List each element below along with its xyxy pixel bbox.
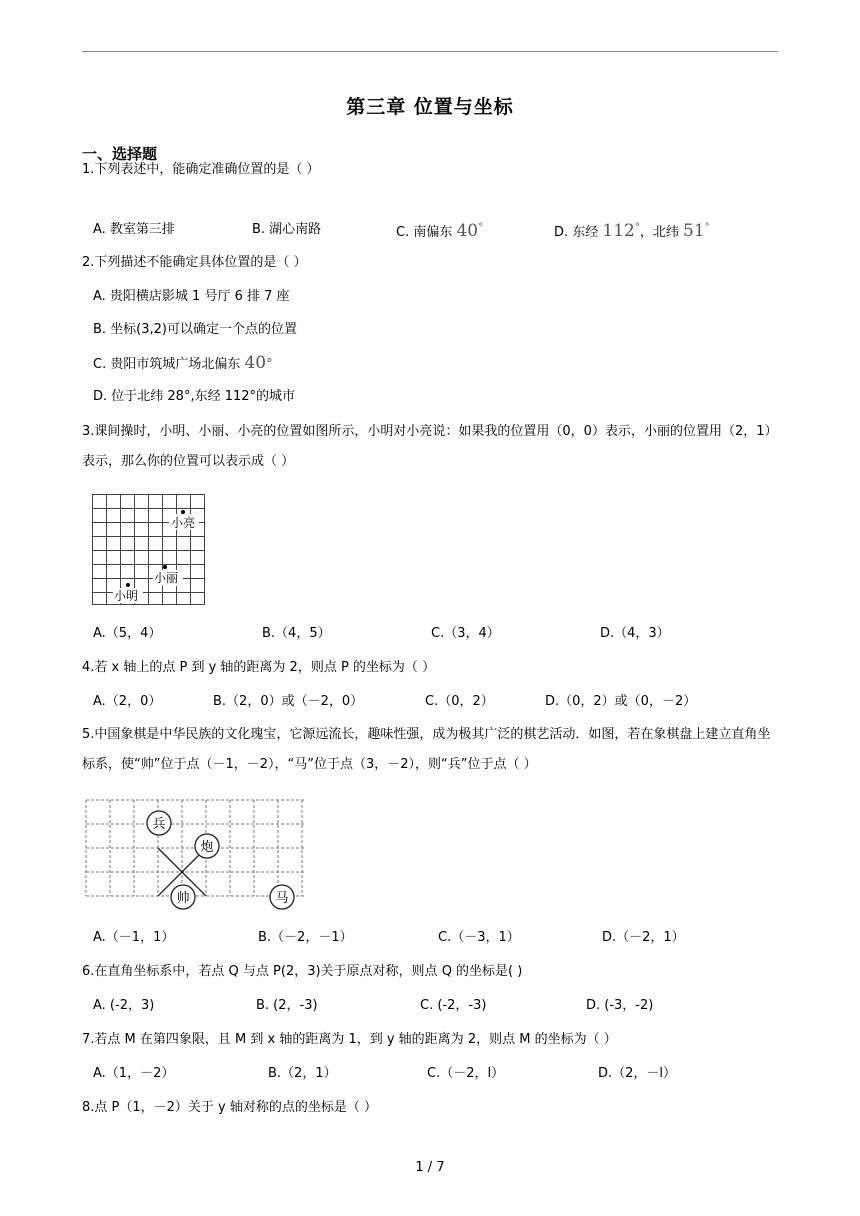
q2-option-c-text: C. 贵阳市筑城广场北偏东 — [93, 357, 241, 372]
q6-option-d: D. (-3，-2) — [586, 998, 654, 1013]
pao-label: 炮 — [200, 840, 214, 855]
q4-option-c: C.（0，2） — [425, 694, 494, 709]
q4-option-d: D.（0，2）或（0，－2） — [545, 694, 697, 709]
pao-piece — [195, 834, 219, 858]
q2-option-b: B. 坐标(3,2)可以确定一个点的位置 — [93, 322, 298, 337]
page-title: 第三章 位置与坐标 — [346, 96, 514, 118]
shuai-label: 帅 — [176, 891, 190, 906]
question-5-stem: 5.中国象棋是中华民族的文化瑰宝，它源远流长，趣味性强，成为极其广泛的棋艺活动．如图，若在象棋盘上建立直角坐标系，使“帅”位于点（－1，－2），“马”位于点（3，－2），则“兵”位于点（ ） — [82, 727, 771, 772]
q5-option-c: C.（－3，1） — [438, 930, 520, 945]
q5-option-a: A.（－1，1） — [93, 930, 175, 945]
q4-option-b: B.（2，0）或（－2，0） — [213, 694, 364, 709]
xiaoli-label: 小丽 — [154, 571, 179, 585]
q5-option-b: B.（－2，－1） — [258, 930, 353, 945]
xiaoming-point — [126, 583, 130, 587]
q5-option-d: D.（－2，1） — [602, 930, 685, 945]
question-2-stem: 2.下列描述不能确定具体位置的是（ ） — [82, 255, 307, 270]
ma-label: 马 — [275, 891, 289, 906]
question-8-stem: 8.点 P（1，－2）关于 y 轴对称的点的坐标是（ ） — [82, 1100, 378, 1115]
question-6-stem: 6.在直角坐标系中，若点 Q 与点 P(2，3)关于原点对称，则点 Q 的坐标是( ) — [82, 964, 523, 979]
question-3-stem: 3.课间操时，小明、小丽、小亮的位置如图所示，小明对小亮说：如果我的位置用（0，0）表示，小丽的位置用（2，1）表示，那么你的位置可以表示成（ ） — [82, 424, 778, 469]
q3-option-c: C.（3，4） — [431, 626, 500, 641]
q2-option-d: D. 位于北纬 28°,东经 112°的城市 — [93, 389, 296, 404]
page-number: 1 / 7 — [415, 1160, 445, 1175]
q1-option-c-degree: 40 — [456, 221, 479, 241]
q1-option-d-degree-1: 112 — [602, 221, 635, 241]
q2-option-c-degree: 40 — [244, 353, 267, 373]
q1-option-a: A. 教室第三排 — [93, 222, 175, 237]
q1-option-c-text: C. 南偏东 — [396, 225, 453, 240]
q7-option-c: C.（－2，l） — [427, 1066, 505, 1081]
bing-label: 兵 — [152, 817, 166, 832]
q3-grid-figure — [92, 494, 206, 606]
question-1-stem: 1.下列表述中，能确定准确位置的是（ ） — [82, 162, 320, 177]
q7-option-a: A.（1，－2） — [93, 1066, 175, 1081]
q1-option-d: D. 东经 112°，北纬 51° — [554, 221, 710, 241]
ma-piece — [270, 885, 294, 909]
bing-piece — [147, 811, 171, 835]
q2-option-a: A. 贵阳横店影城 1 号厅 6 排 7 座 — [93, 289, 290, 304]
q3-option-d: D.（4，3） — [600, 626, 670, 641]
header-rule — [82, 51, 778, 52]
q2-option-c: C. 贵阳市筑城广场北偏东 40° — [93, 353, 273, 373]
xiaoliang-label: 小亮 — [171, 516, 196, 530]
q1-option-b: B. 湖心南路 — [252, 222, 322, 237]
q6-option-c: C. (-2，-3) — [420, 998, 487, 1013]
section-heading: 一、选择题 — [82, 145, 158, 163]
shuai-piece — [171, 885, 195, 909]
xiaoli-point — [163, 565, 167, 569]
q1-option-d-text: D. 东经 — [554, 225, 599, 240]
q1-option-c: C. 南偏东 40° — [396, 221, 484, 241]
q1-option-d-degree-2: 51 — [683, 221, 705, 241]
xiaoming-label: 小明 — [114, 589, 139, 603]
q6-option-a: A. (-2，3) — [93, 998, 155, 1013]
question-7-stem: 7.若点 M 在第四象限，且 M 到 x 轴的距离为 1，到 y 轴的距离为 2，则点 M 的坐标为（ ） — [82, 1032, 617, 1047]
question-4-stem: 4.若 x 轴上的点 P 到 y 轴的距离为 2，则点 P 的坐标为（ ） — [82, 660, 436, 675]
q1-option-d-sep: ，北纬 — [639, 225, 679, 240]
q3-option-b: B.（4，5） — [262, 626, 331, 641]
q3-option-a: A.（5，4） — [93, 626, 162, 641]
q7-option-b: B.（2，1） — [268, 1066, 337, 1081]
q6-option-b: B. (2，-3) — [256, 998, 318, 1013]
q4-option-a: A.（2，0） — [93, 694, 162, 709]
q5-chessboard-figure — [82, 796, 310, 914]
q7-option-d: D.（2，－l） — [598, 1066, 677, 1081]
xiaoliang-point — [181, 510, 185, 514]
